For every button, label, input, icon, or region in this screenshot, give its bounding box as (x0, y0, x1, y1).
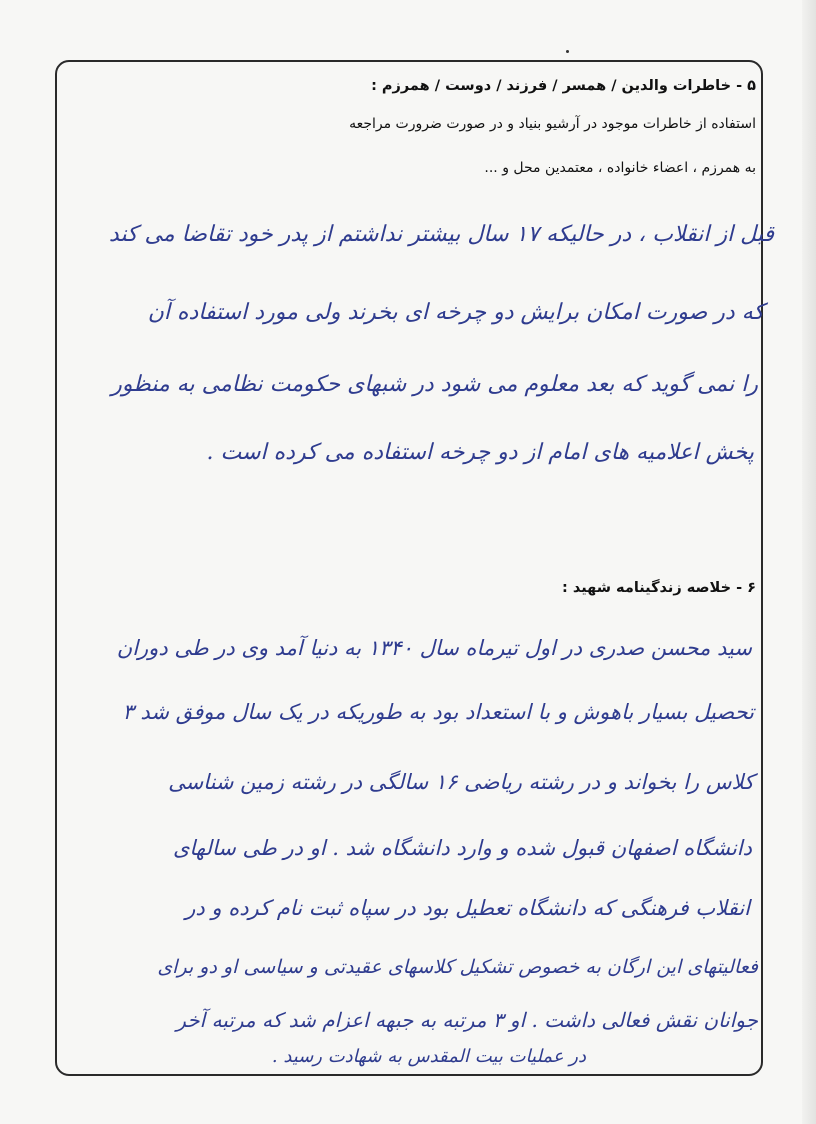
section6-handwritten-line-5: انقلاب فرهنگی که دانشگاه تعطیل بود در سپاه ثبت نام کرده و در (185, 896, 750, 920)
section6-handwritten-line-2: تحصیل بسیار باهوش و با استعداد بود به طوریکه در یک سال موفق شد ۳ (122, 700, 754, 724)
section6-heading: ۶ - خلاصه زندگینامه شهید : (562, 580, 756, 596)
section5-instruction-line1: استفاده از خاطرات موجود در آرشیو بنیاد و در صورت ضرورت مراجعه (349, 116, 756, 132)
section5-handwritten-line-4: پخش اعلامیه های امام از دو چرخه استفاده می کرده است . (206, 440, 754, 465)
section6-handwritten-line-7: جوانان نقش فعالی داشت . او ۳ مرتبه به جبهه اعزام شد که مرتبه آخر (176, 1008, 758, 1032)
form-frame (55, 60, 763, 1076)
section5-handwritten-line-2: که در صورت امکان برایش دو چرخه ای بخرند ولی مورد استفاده آن (147, 300, 764, 325)
page-mark-dot (566, 50, 569, 53)
section6-handwritten-line-3: کلاس را بخواند و در رشته ریاضی ۱۶ سالگی در رشته زمین شناسی (168, 770, 754, 794)
section5-instruction-line2: به همرزم ، اعضاء خانواده ، معتمدین محل و ... (484, 160, 756, 176)
section5-handwritten-line-3: را نمی گوید که بعد معلوم می شود در شبهای حکومت نظامی به منظور (111, 372, 758, 397)
page-edge-shadow (802, 0, 816, 1124)
section6-handwritten-line-1: سید محسن صدری در اول تیرماه سال ۱۳۴۰ به دنیا آمد وی در طی دوران (116, 636, 752, 660)
section5-heading: ۵ - خاطرات والدین / همسر / فرزند / دوست / همرزم : (371, 78, 756, 94)
section6-handwritten-line-6: فعالیتهای این ارگان به خصوص تشکیل کلاسهای عقیدتی و سیاسی او دو برای (157, 956, 758, 978)
section5-handwritten-line-1: قبل از انقلاب ، در حالیکه ۱۷ سال بیشتر نداشتم از پدر خود تقاضا می کند (108, 222, 774, 247)
section6-handwritten-line-4: دانشگاه اصفهان قبول شده و وارد دانشگاه شد . او در طی سالهای (172, 836, 752, 860)
section6-handwritten-line-8: در عملیات بیت المقدس به شهادت رسید . (271, 1046, 586, 1067)
